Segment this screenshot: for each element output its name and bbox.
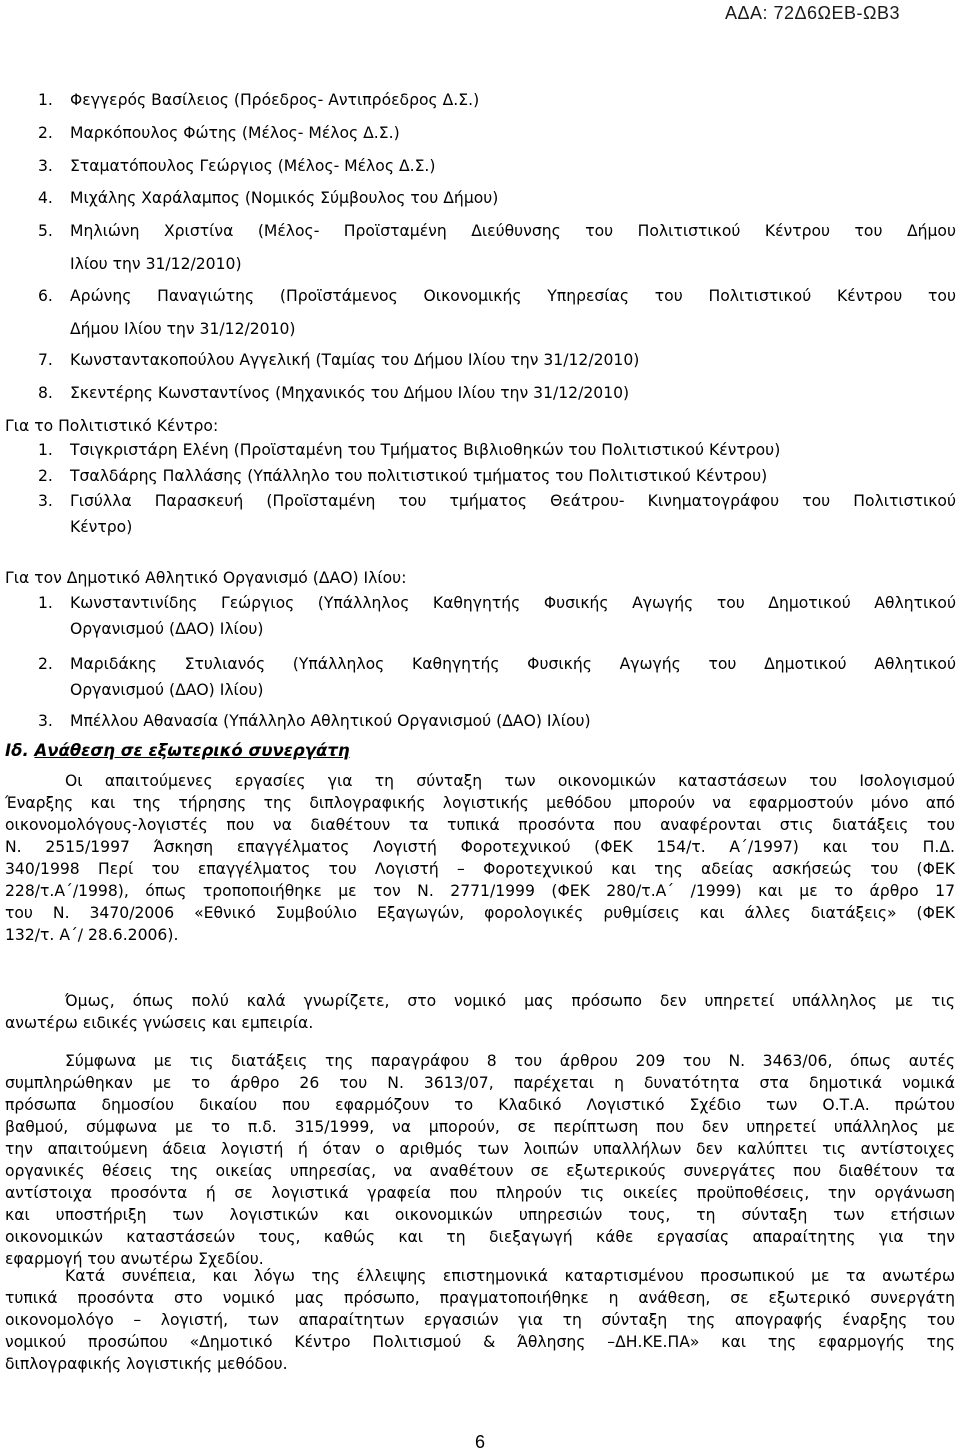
list-number: 2. (38, 124, 53, 142)
paragraph-line: 340/1998 Περί του επαγγέλματος του Λογιστή – Φοροτεχνικού και της αδείας ασκήσεώς του (ΦΕΚ (5, 860, 955, 878)
group-heading: Για το Πολιτιστικό Κέντρο: (5, 417, 219, 435)
paragraph-line: Κατά συνέπεια, και λόγω της έλλειψης επιστημονικά καταρτισμένου προσωπικού με τα ανωτέρω (65, 1267, 955, 1285)
list-item: Μαριδάκης Στυλιανός (Υπάλληλος Καθηγητής Φυσικής Αγωγής του Δημοτικού Αθλητικού (70, 655, 956, 673)
list-item: Σταματόπουλος Γεώργιος (Μέλος- Μέλος Δ.Σ.) (70, 157, 436, 175)
list-item: Μπέλλου Αθανασία (Υπάλληλο Αθλητικού Οργανισμού (ΔΑΟ) Ιλίου) (70, 712, 591, 730)
list-item: Αρώνης Παναγιώτης (Προϊστάμενος Οικονομικής Υπηρεσίας του Πολιτιστικού Κέντρου του (70, 287, 956, 305)
paragraph-line: Σύμφωνα με τις διατάξεις της παραγράφου 8 του άρθρου 209 του Ν. 3463/06, όπως αυτές (65, 1052, 955, 1070)
paragraph-line: του Ν. 3470/2006 «Εθνικό Συμβούλιο Εξαγωγών, φορολογικές ρυθμίσεις και άλλες διατάξεις» (ΦΕΚ (5, 904, 955, 922)
list-number: 5. (38, 222, 53, 240)
section-prefix: Ιδ. (5, 741, 29, 760)
list-number: 4. (38, 189, 53, 207)
paragraph-line: Οι απαιτούμενες εργασίες για τη σύνταξη των οικονομικών καταστάσεων του Ισολογισμού (65, 772, 955, 790)
list-number: 3. (38, 712, 53, 730)
section-heading (5, 740, 350, 762)
list-number: 8. (38, 384, 53, 402)
list-item: Μηλιώνη Χριστίνα (Μέλος- Προϊσταμένη Διεύθυνσης του Πολιτιστικού Κέντρου του Δήμου (70, 222, 956, 240)
list-item: Κωνσταντινίδης Γεώργιος (Υπάλληλος Καθηγητής Φυσικής Αγωγής του Δημοτικού Αθλητικού (70, 594, 956, 612)
list-number: 2. (38, 655, 53, 673)
list-item: Τσιγκριστάρη Ελένη (Προϊσταμένη του Τμήματος Βιβλιοθηκών του Πολιτιστικού Κέντρου) (70, 441, 781, 459)
list-number: 3. (38, 157, 53, 175)
page-number: 6 (474, 1432, 485, 1452)
list-number: 1. (38, 594, 53, 612)
group-heading: Για τον Δημοτικό Αθλητικό Οργανισμό (ΔΑΟ) Ιλίου: (5, 569, 407, 587)
paragraph-line: Όμως, όπως πολύ καλά γνωρίζετε, στο νομικό μας πρόσωπο δεν υπηρετεί υπάλληλος με τις (65, 992, 955, 1010)
paragraph-line: νομικού προσώπου «Δημοτικό Κέντρο Πολιτισμού & Άθλησης –ΔΗ.ΚΕ.ΠΑ» και της εφαρμογής της (5, 1333, 955, 1351)
paragraph-line: πρόσωπα δημοσίου δικαίου που εφαρμόζουν το Κλαδικό Λογιστικό Σχέδιο των Ο.Τ.Α. πρώτου (5, 1096, 955, 1114)
list-item: Κωνσταντακοπούλου Αγγελική (Ταμίας του Δήμου Ιλίου την 31/12/2010) (70, 351, 640, 369)
paragraph-line: ανωτέρω ειδικές γνώσεις και εμπειρία. (5, 1014, 314, 1032)
paragraph-line: 132/τ. Α΄/ 28.6.2006). (5, 926, 179, 944)
paragraph-line: οργανικές θέσεις της οικείας υπηρεσίας, να αναθέτουν σε εξωτερικούς συνεργάτες που διαθέτουν τα (5, 1162, 955, 1180)
paragraph-line: οικονομικών καταστάσεών τους, καθώς και τη διεξαγωγή κάθε εργασίας απαραίτητης για την (5, 1228, 955, 1246)
paragraph-line: και υποστήριξη των λογιστικών και οικονομικών υπηρεσιών τους, τη σύνταξη των ετήσιων (5, 1206, 955, 1224)
list-number: 6. (38, 287, 53, 305)
list-number: 1. (38, 91, 53, 109)
paragraph-line: 228/τ.Α΄/1998), όπως τροποποιήθηκε με τον Ν. 2771/1999 (ΦΕΚ 280/τ.Α΄ /1999) και με το άρθρο 17 (5, 882, 955, 900)
ada-code: ΑΔΑ: 72Δ6ΩΕΒ-ΩΒ3 (724, 3, 900, 23)
paragraph-line: την απαιτούμενη άδεια λογιστή ή όταν ο αριθμός των λοιπών υπαλλήλων δεν καλύπτει τις αντίστοιχες (5, 1140, 955, 1158)
list-item: Μαρκόπουλος Φώτης (Μέλος- Μέλος Δ.Σ.) (70, 124, 400, 142)
list-item: Μιχάλης Χαράλαμπος (Νομικός Σύμβουλος του Δήμου) (70, 189, 499, 207)
list-number: 7. (38, 351, 53, 369)
list-item-continuation: Δήμου Ιλίου την 31/12/2010) (70, 320, 296, 338)
paragraph-line: βαθμού, σύμφωνα με το π.δ. 315/1999, να μπορούν, σε περίπτωση που δεν υπηρετεί υπάλληλος με (5, 1118, 955, 1136)
list-number: 2. (38, 467, 53, 485)
paragraph-line: Ν. 2515/1997 Άσκηση επαγγέλματος Λογιστή Φοροτεχνικού (ΦΕΚ 154/τ. Α΄/1997) και του Π.Δ. (5, 838, 955, 856)
paragraph-line: συμπληρώθηκαν με το άρθρο 26 του Ν. 3613/07, παρέχεται η δυνατότητα στα δημοτικά νομικά (5, 1074, 955, 1092)
list-item: Φεγγερός Βασίλειος (Πρόεδρος- Αντιπρόεδρος Δ.Σ.) (70, 91, 480, 109)
list-item-continuation: Κέντρο) (70, 518, 133, 536)
paragraph-line: οικονομολόγο – λογιστή, των απαραίτητων εργασιών για τη σύνταξη της απογραφής έναρξης του (5, 1311, 955, 1329)
paragraph-line: τυπικά προσόντα στο νομικό μας πρόσωπο, πραγματοποιήθηκε η ανάθεση, σε εξωτερικό συνεργάτη (5, 1289, 955, 1307)
paragraph-line: εφαρμογή του ανωτέρω Σχεδίου. (5, 1250, 264, 1268)
paragraph-line: αντίστοιχα προσόντα ή σε λογιστικά γραφεία που πληρούν τις οικείες προϋποθέσεις, την οργάνωση (5, 1184, 955, 1202)
paragraph-line: οικονομολόγους-λογιστές που να διαθέτουν τα τυπικά προσόντα που αναφέρονται στις διατάξεις του (5, 816, 955, 834)
paragraph-line: Έναρξης και της τήρησης της διπλογραφικής λογιστικής μεθόδου μπορούν να εφαρμοστούν μόνο από (5, 794, 955, 812)
list-item: Σκεντέρης Κωνσταντίνος (Μηχανικός του Δήμου Ιλίου την 31/12/2010) (70, 384, 630, 402)
list-number: 3. (38, 492, 53, 510)
section-title: Ανάθεση σε εξωτερικό συνεργάτη (34, 741, 350, 760)
paragraph-line: διπλογραφικής λογιστικής μεθόδου. (5, 1355, 288, 1373)
list-item-continuation: Οργανισμού (ΔΑΟ) Ιλίου) (70, 681, 264, 699)
list-item: Τσαλδάρης Παλλάσης (Υπάλληλο του πολιτιστικού τμήματος του Πολιτιστικού Κέντρου) (70, 467, 768, 485)
list-item-continuation: Ιλίου την 31/12/2010) (70, 255, 242, 273)
list-item: Γισύλλα Παρασκευή (Προϊσταμένη του τμήματος Θεάτρου- Κινηματογράφου του Πολιτιστικού (70, 492, 956, 510)
list-number: 1. (38, 441, 53, 459)
list-item-continuation: Οργανισμού (ΔΑΟ) Ιλίου) (70, 620, 264, 638)
